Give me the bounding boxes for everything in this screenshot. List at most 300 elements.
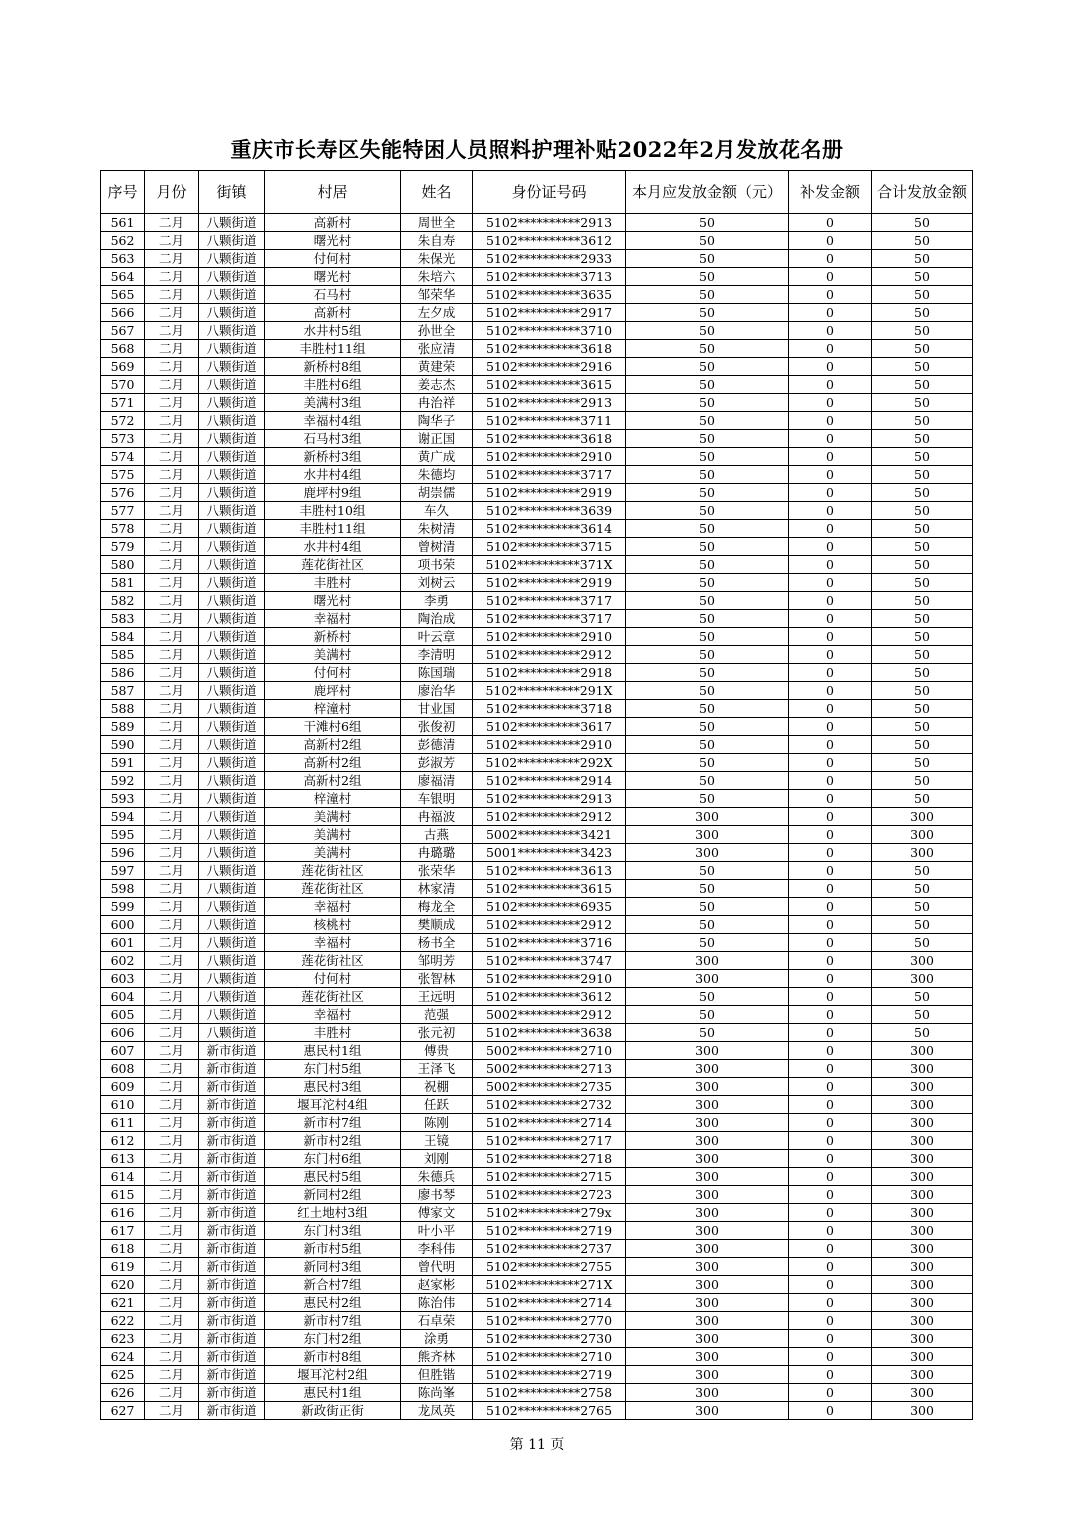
cell-month: 二月	[145, 628, 199, 646]
cell-month: 二月	[145, 1294, 199, 1312]
cell-total: 50	[872, 718, 973, 736]
cell-village: 莲花街社区	[265, 880, 401, 898]
cell-street: 八颗街道	[199, 826, 265, 844]
cell-supplement: 0	[789, 970, 872, 988]
cell-month: 二月	[145, 826, 199, 844]
cell-total: 300	[872, 1330, 973, 1348]
cell-name: 涂勇	[401, 1330, 473, 1348]
table-row	[101, 394, 973, 412]
cell-seq: 580	[101, 556, 145, 574]
cell-total: 50	[872, 664, 973, 682]
cell-village: 水井村4组	[265, 538, 401, 556]
cell-month: 二月	[145, 862, 199, 880]
cell-due-amount: 50	[626, 916, 789, 934]
cell-total: 300	[872, 1078, 973, 1096]
cell-name: 冉璐璐	[401, 844, 473, 862]
cell-due-amount: 50	[626, 250, 789, 268]
cell-id-number: 5002**********2912	[473, 1006, 626, 1024]
cell-supplement: 0	[789, 304, 872, 322]
cell-village: 东门村6组	[265, 1150, 401, 1168]
cell-due-amount: 50	[626, 736, 789, 754]
table-row	[101, 754, 973, 772]
cell-due-amount: 300	[626, 1312, 789, 1330]
cell-seq: 568	[101, 340, 145, 358]
cell-id-number: 5102**********3639	[473, 502, 626, 520]
cell-total: 300	[872, 1150, 973, 1168]
table-row	[101, 1150, 973, 1168]
cell-name: 杨书全	[401, 934, 473, 952]
cell-street: 八颗街道	[199, 898, 265, 916]
table-row	[101, 1186, 973, 1204]
cell-name: 傅贵	[401, 1042, 473, 1060]
cell-month: 二月	[145, 1222, 199, 1240]
cell-month: 二月	[145, 268, 199, 286]
cell-due-amount: 50	[626, 574, 789, 592]
cell-due-amount: 300	[626, 1168, 789, 1186]
cell-supplement: 0	[789, 1276, 872, 1294]
cell-village: 莲花街社区	[265, 952, 401, 970]
cell-name: 车银明	[401, 790, 473, 808]
cell-street: 八颗街道	[199, 790, 265, 808]
cell-seq: 579	[101, 538, 145, 556]
header-due-amount: 本月应发放金额（元）	[626, 171, 789, 214]
cell-month: 二月	[145, 1060, 199, 1078]
cell-due-amount: 300	[626, 1060, 789, 1078]
cell-name: 古燕	[401, 826, 473, 844]
cell-street: 八颗街道	[199, 448, 265, 466]
cell-total: 50	[872, 646, 973, 664]
cell-month: 二月	[145, 1132, 199, 1150]
cell-street: 新市街道	[199, 1348, 265, 1366]
cell-due-amount: 50	[626, 790, 789, 808]
cell-month: 二月	[145, 754, 199, 772]
cell-village: 新市村7组	[265, 1312, 401, 1330]
cell-month: 二月	[145, 808, 199, 826]
cell-seq: 619	[101, 1258, 145, 1276]
cell-total: 300	[872, 1222, 973, 1240]
cell-street: 八颗街道	[199, 214, 265, 232]
cell-name: 叶小平	[401, 1222, 473, 1240]
cell-id-number: 5102**********6935	[473, 898, 626, 916]
cell-total: 300	[872, 1348, 973, 1366]
cell-month: 二月	[145, 538, 199, 556]
cell-supplement: 0	[789, 988, 872, 1006]
cell-street: 八颗街道	[199, 304, 265, 322]
cell-month: 二月	[145, 394, 199, 412]
cell-total: 300	[872, 1402, 973, 1420]
cell-month: 二月	[145, 1006, 199, 1024]
cell-supplement: 0	[789, 754, 872, 772]
cell-due-amount: 300	[626, 970, 789, 988]
cell-village: 美满村	[265, 808, 401, 826]
cell-village: 新政街正街	[265, 1402, 401, 1420]
table-row	[101, 916, 973, 934]
cell-due-amount: 50	[626, 772, 789, 790]
cell-street: 新市街道	[199, 1384, 265, 1402]
cell-name: 谢正国	[401, 430, 473, 448]
cell-id-number: 5102**********3613	[473, 862, 626, 880]
cell-due-amount: 300	[626, 1330, 789, 1348]
cell-name: 傅家文	[401, 1204, 473, 1222]
cell-id-number: 5102**********291X	[473, 682, 626, 700]
cell-id-number: 5102**********2910	[473, 628, 626, 646]
cell-village: 新市村2组	[265, 1132, 401, 1150]
cell-id-number: 5001**********3423	[473, 844, 626, 862]
cell-street: 八颗街道	[199, 862, 265, 880]
table-row	[101, 340, 973, 358]
cell-name: 李勇	[401, 592, 473, 610]
cell-id-number: 5102**********3615	[473, 880, 626, 898]
cell-name: 朱德兵	[401, 1168, 473, 1186]
cell-name: 张俊初	[401, 718, 473, 736]
cell-seq: 615	[101, 1186, 145, 1204]
cell-supplement: 0	[789, 1060, 872, 1078]
cell-id-number: 5002**********2735	[473, 1078, 626, 1096]
cell-id-number: 5102**********3614	[473, 520, 626, 538]
cell-seq: 622	[101, 1312, 145, 1330]
cell-month: 二月	[145, 304, 199, 322]
cell-name: 刘树云	[401, 574, 473, 592]
cell-seq: 617	[101, 1222, 145, 1240]
cell-village: 丰胜村	[265, 1024, 401, 1042]
table-row	[101, 448, 973, 466]
cell-seq: 593	[101, 790, 145, 808]
cell-id-number: 5102**********3617	[473, 718, 626, 736]
cell-name: 陶华子	[401, 412, 473, 430]
cell-supplement: 0	[789, 772, 872, 790]
cell-id-number: 5102**********2913	[473, 214, 626, 232]
cell-name: 彭德清	[401, 736, 473, 754]
cell-seq: 584	[101, 628, 145, 646]
cell-supplement: 0	[789, 592, 872, 610]
cell-due-amount: 50	[626, 610, 789, 628]
cell-supplement: 0	[789, 1114, 872, 1132]
cell-seq: 594	[101, 808, 145, 826]
roster-table	[100, 170, 973, 1420]
cell-total: 300	[872, 1204, 973, 1222]
table-row	[101, 592, 973, 610]
table-row	[101, 1024, 973, 1042]
cell-name: 黄广成	[401, 448, 473, 466]
table-row	[101, 574, 973, 592]
table-row	[101, 1276, 973, 1294]
cell-name: 刘刚	[401, 1150, 473, 1168]
cell-total: 300	[872, 1240, 973, 1258]
cell-month: 二月	[145, 1258, 199, 1276]
cell-street: 八颗街道	[199, 394, 265, 412]
cell-total: 300	[872, 970, 973, 988]
cell-month: 二月	[145, 646, 199, 664]
cell-month: 二月	[145, 934, 199, 952]
cell-village: 莲花街社区	[265, 862, 401, 880]
cell-total: 300	[872, 1114, 973, 1132]
cell-due-amount: 300	[626, 1204, 789, 1222]
cell-name: 胡崇儒	[401, 484, 473, 502]
cell-month: 二月	[145, 610, 199, 628]
cell-month: 二月	[145, 898, 199, 916]
cell-seq: 572	[101, 412, 145, 430]
cell-supplement: 0	[789, 430, 872, 448]
cell-seq: 613	[101, 1150, 145, 1168]
cell-supplement: 0	[789, 1186, 872, 1204]
table-header-row	[101, 171, 973, 214]
cell-village: 新同村2组	[265, 1186, 401, 1204]
cell-seq: 564	[101, 268, 145, 286]
cell-supplement: 0	[789, 1240, 872, 1258]
cell-seq: 604	[101, 988, 145, 1006]
cell-supplement: 0	[789, 1150, 872, 1168]
cell-seq: 576	[101, 484, 145, 502]
header-id-number: 身份证号码	[473, 171, 626, 214]
cell-due-amount: 50	[626, 340, 789, 358]
cell-month: 二月	[145, 1078, 199, 1096]
table-row	[101, 1204, 973, 1222]
cell-due-amount: 300	[626, 952, 789, 970]
cell-street: 新市街道	[199, 1276, 265, 1294]
cell-total: 50	[872, 682, 973, 700]
cell-street: 新市街道	[199, 1114, 265, 1132]
cell-due-amount: 50	[626, 484, 789, 502]
cell-due-amount: 300	[626, 1366, 789, 1384]
cell-due-amount: 50	[626, 700, 789, 718]
cell-name: 曾树清	[401, 538, 473, 556]
cell-month: 二月	[145, 1240, 199, 1258]
cell-id-number: 5102**********2914	[473, 772, 626, 790]
cell-total: 50	[872, 340, 973, 358]
cell-village: 惠民村2组	[265, 1294, 401, 1312]
table-row	[101, 484, 973, 502]
cell-supplement: 0	[789, 664, 872, 682]
cell-supplement: 0	[789, 898, 872, 916]
cell-street: 八颗街道	[199, 682, 265, 700]
cell-month: 二月	[145, 952, 199, 970]
cell-seq: 573	[101, 430, 145, 448]
cell-supplement: 0	[789, 322, 872, 340]
cell-village: 惠民村5组	[265, 1168, 401, 1186]
cell-supplement: 0	[789, 1132, 872, 1150]
cell-total: 50	[872, 484, 973, 502]
header-total: 合计发放金额	[872, 171, 973, 214]
table-row	[101, 1222, 973, 1240]
cell-seq: 567	[101, 322, 145, 340]
cell-id-number: 5102**********2723	[473, 1186, 626, 1204]
cell-id-number: 5102**********3717	[473, 592, 626, 610]
cell-id-number: 5102**********371X	[473, 556, 626, 574]
cell-street: 新市街道	[199, 1168, 265, 1186]
cell-id-number: 5102**********3716	[473, 934, 626, 952]
cell-street: 八颗街道	[199, 520, 265, 538]
cell-seq: 590	[101, 736, 145, 754]
cell-total: 50	[872, 556, 973, 574]
cell-supplement: 0	[789, 538, 872, 556]
cell-supplement: 0	[789, 574, 872, 592]
cell-village: 曙光村	[265, 268, 401, 286]
cell-name: 樊顺成	[401, 916, 473, 934]
table-row	[101, 232, 973, 250]
cell-name: 陈治伟	[401, 1294, 473, 1312]
cell-total: 50	[872, 700, 973, 718]
cell-name: 周世全	[401, 214, 473, 232]
cell-month: 二月	[145, 988, 199, 1006]
cell-id-number: 5102**********3715	[473, 538, 626, 556]
cell-total: 50	[872, 916, 973, 934]
cell-due-amount: 300	[626, 1240, 789, 1258]
cell-village: 丰胜村11组	[265, 520, 401, 538]
cell-name: 陶治成	[401, 610, 473, 628]
cell-total: 50	[872, 322, 973, 340]
cell-seq: 569	[101, 358, 145, 376]
cell-due-amount: 300	[626, 1186, 789, 1204]
cell-total: 300	[872, 952, 973, 970]
cell-id-number: 5102**********2919	[473, 484, 626, 502]
cell-id-number: 5102**********3718	[473, 700, 626, 718]
cell-street: 新市街道	[199, 1330, 265, 1348]
cell-street: 八颗街道	[199, 772, 265, 790]
cell-month: 二月	[145, 232, 199, 250]
cell-village: 新合村7组	[265, 1276, 401, 1294]
table-row	[101, 772, 973, 790]
cell-id-number: 5002**********2710	[473, 1042, 626, 1060]
cell-name: 廖治华	[401, 682, 473, 700]
cell-total: 300	[872, 1132, 973, 1150]
cell-due-amount: 50	[626, 718, 789, 736]
cell-name: 项书荣	[401, 556, 473, 574]
cell-village: 鹿坪村9组	[265, 484, 401, 502]
cell-seq: 623	[101, 1330, 145, 1348]
cell-village: 新同村3组	[265, 1258, 401, 1276]
table-row	[101, 304, 973, 322]
cell-seq: 624	[101, 1348, 145, 1366]
cell-total: 50	[872, 1024, 973, 1042]
cell-supplement: 0	[789, 448, 872, 466]
cell-month: 二月	[145, 916, 199, 934]
cell-supplement: 0	[789, 412, 872, 430]
cell-id-number: 5102**********2912	[473, 646, 626, 664]
cell-supplement: 0	[789, 1024, 872, 1042]
cell-supplement: 0	[789, 700, 872, 718]
cell-street: 八颗街道	[199, 286, 265, 304]
cell-month: 二月	[145, 1384, 199, 1402]
cell-id-number: 5102**********2719	[473, 1222, 626, 1240]
cell-id-number: 5102**********2913	[473, 394, 626, 412]
cell-name: 孙世全	[401, 322, 473, 340]
cell-id-number: 5102**********2737	[473, 1240, 626, 1258]
cell-supplement: 0	[789, 1204, 872, 1222]
cell-total: 300	[872, 1384, 973, 1402]
cell-name: 黄建荣	[401, 358, 473, 376]
cell-name: 赵家彬	[401, 1276, 473, 1294]
cell-street: 新市街道	[199, 1204, 265, 1222]
cell-street: 八颗街道	[199, 646, 265, 664]
cell-name: 王泽飞	[401, 1060, 473, 1078]
cell-village: 东门村3组	[265, 1222, 401, 1240]
cell-due-amount: 50	[626, 502, 789, 520]
cell-month: 二月	[145, 520, 199, 538]
table-body	[101, 214, 973, 1420]
cell-supplement: 0	[789, 736, 872, 754]
table-row	[101, 1168, 973, 1186]
cell-total: 300	[872, 1294, 973, 1312]
table-row	[101, 1240, 973, 1258]
cell-street: 新市街道	[199, 1222, 265, 1240]
cell-month: 二月	[145, 1096, 199, 1114]
cell-seq: 608	[101, 1060, 145, 1078]
table-row	[101, 880, 973, 898]
cell-due-amount: 50	[626, 556, 789, 574]
cell-street: 八颗街道	[199, 952, 265, 970]
cell-month: 二月	[145, 790, 199, 808]
cell-total: 300	[872, 1366, 973, 1384]
cell-id-number: 5002**********3421	[473, 826, 626, 844]
cell-id-number: 5102**********2910	[473, 736, 626, 754]
cell-seq: 571	[101, 394, 145, 412]
cell-seq: 601	[101, 934, 145, 952]
cell-supplement: 0	[789, 268, 872, 286]
cell-village: 干滩村6组	[265, 718, 401, 736]
cell-due-amount: 50	[626, 682, 789, 700]
table-row	[101, 628, 973, 646]
cell-name: 任跃	[401, 1096, 473, 1114]
cell-name: 李清明	[401, 646, 473, 664]
cell-village: 惠民村3组	[265, 1078, 401, 1096]
cell-id-number: 5102**********3635	[473, 286, 626, 304]
cell-supplement: 0	[789, 1222, 872, 1240]
cell-id-number: 5102**********3618	[473, 340, 626, 358]
cell-street: 八颗街道	[199, 1024, 265, 1042]
cell-village: 曙光村	[265, 592, 401, 610]
cell-street: 新市街道	[199, 1258, 265, 1276]
cell-total: 50	[872, 988, 973, 1006]
cell-village: 美满村	[265, 844, 401, 862]
cell-village: 美满村3组	[265, 394, 401, 412]
cell-due-amount: 300	[626, 1402, 789, 1420]
table-row	[101, 1006, 973, 1024]
cell-street: 八颗街道	[199, 628, 265, 646]
cell-street: 新市街道	[199, 1366, 265, 1384]
cell-seq: 581	[101, 574, 145, 592]
cell-supplement: 0	[789, 1078, 872, 1096]
cell-total: 50	[872, 214, 973, 232]
cell-street: 新市街道	[199, 1186, 265, 1204]
cell-id-number: 5102**********2912	[473, 916, 626, 934]
cell-total: 50	[872, 628, 973, 646]
cell-street: 八颗街道	[199, 430, 265, 448]
cell-id-number: 5102**********2765	[473, 1402, 626, 1420]
cell-street: 八颗街道	[199, 988, 265, 1006]
cell-village: 石马村3组	[265, 430, 401, 448]
cell-month: 二月	[145, 412, 199, 430]
cell-seq: 561	[101, 214, 145, 232]
cell-due-amount: 50	[626, 934, 789, 952]
cell-total: 50	[872, 376, 973, 394]
cell-name: 王远明	[401, 988, 473, 1006]
cell-month: 二月	[145, 556, 199, 574]
cell-name: 甘业国	[401, 700, 473, 718]
cell-total: 300	[872, 1042, 973, 1060]
cell-street: 八颗街道	[199, 538, 265, 556]
cell-name: 邹明芳	[401, 952, 473, 970]
cell-name: 范强	[401, 1006, 473, 1024]
table-row	[101, 1114, 973, 1132]
cell-month: 二月	[145, 1276, 199, 1294]
cell-month: 二月	[145, 322, 199, 340]
cell-village: 新市村8组	[265, 1348, 401, 1366]
cell-id-number: 5102**********2758	[473, 1384, 626, 1402]
cell-month: 二月	[145, 1204, 199, 1222]
cell-village: 丰胜村	[265, 574, 401, 592]
cell-name: 梅龙全	[401, 898, 473, 916]
header-name: 姓名	[401, 171, 473, 214]
